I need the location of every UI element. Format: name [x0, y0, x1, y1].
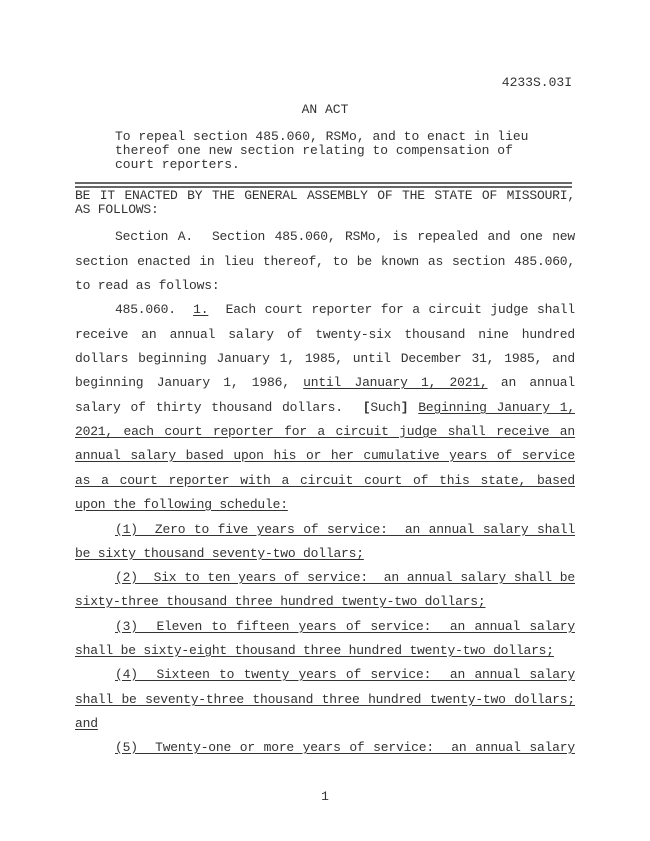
- body-line: [75, 474, 575, 488]
- text-segment: to read as follows:: [75, 278, 220, 293]
- body-line: [75, 328, 575, 342]
- inserted-text: and: [75, 716, 98, 731]
- inserted-text: (2) Six to ten years of service: an annual salary shall be: [115, 570, 575, 585]
- body-line: [75, 425, 575, 439]
- deletion-bracket: [: [362, 400, 371, 415]
- body-line: [75, 717, 575, 731]
- body-line: [75, 693, 575, 707]
- body-line: [75, 203, 575, 217]
- text-segment: section enacted in lieu thereof, to be known as section 485.060,: [75, 254, 575, 269]
- body-line: [115, 668, 575, 682]
- text-segment: 485.060.: [115, 302, 194, 317]
- body-line: [75, 255, 575, 269]
- inserted-text: 1.: [193, 302, 209, 317]
- inserted-text: annual salary based upon his or her cumulative years of service: [75, 448, 575, 463]
- body-line: [75, 279, 575, 293]
- text-segment: [408, 400, 418, 415]
- body-line: [115, 523, 575, 537]
- text-segment: Section A. Section 485.060, RSMo, is repealed and one new: [115, 229, 575, 244]
- text-segment: beginning January 1, 1986,: [75, 375, 304, 390]
- title-line: To repeal section 485.060, RSMo, and to enact in lieu: [115, 129, 529, 144]
- inserted-text: as a court reporter with a circuit court of this state, based: [75, 473, 575, 488]
- deletion-bracket: ]: [400, 400, 409, 415]
- body-line: [115, 741, 575, 755]
- inserted-text: shall be seventy-three thousand three hundred twenty-two dollars;: [75, 692, 575, 707]
- title-line: thereof one new section relating to compensation of: [115, 143, 513, 158]
- bill-number: 4233S.03I: [501, 75, 572, 90]
- text-segment: BE IT ENACTED BY THE GENERAL ASSEMBLY OF THE STATE OF MISSOURI,: [75, 188, 575, 203]
- text-segment: an annual: [487, 375, 576, 390]
- inserted-text: (4) Sixteen to twenty years of service: an annual salary: [115, 667, 575, 682]
- body-line: [75, 595, 575, 609]
- page-number: 1: [321, 789, 329, 804]
- body-line: [75, 547, 575, 561]
- inserted-text: be sixty thousand seventy-two dollars;: [75, 546, 364, 561]
- inserted-text: upon the following schedule:: [75, 497, 288, 512]
- text-segment: AS FOLLOWS:: [75, 202, 159, 217]
- inserted-text: (1) Zero to five years of service: an annual salary shall: [115, 522, 575, 537]
- act-heading: AN ACT: [301, 102, 349, 117]
- body-line: [75, 644, 575, 658]
- inserted-text: (5) Twenty-one or more years of service: an annual salary: [115, 740, 575, 755]
- body-line: [75, 449, 575, 463]
- body-line: [75, 401, 575, 415]
- inserted-text: Beginning January 1,: [418, 400, 575, 415]
- body-line: [115, 571, 575, 585]
- title-line: court reporters.: [115, 157, 240, 172]
- body-line: [115, 620, 575, 634]
- text-segment: dollars beginning January 1, 1985, until December 31, 1985, and: [75, 351, 575, 366]
- body-line: [75, 376, 575, 390]
- text-segment: Each court reporter for a circuit judge shall: [208, 302, 575, 317]
- inserted-text: shall be sixty-eight thousand three hundred twenty-two dollars;: [75, 643, 554, 658]
- body-line: [115, 230, 575, 244]
- body-line: [75, 352, 575, 366]
- body-line: [75, 498, 575, 512]
- text-segment: salary of thirty thousand dollars.: [75, 400, 363, 415]
- inserted-text: until January 1, 2021,: [303, 375, 488, 390]
- inserted-text: sixty-three thousand three hundred twenty-two dollars;: [75, 594, 486, 609]
- body-line: [115, 303, 575, 317]
- text-segment: receive an annual salary of twenty-six thousand nine hundred: [75, 327, 575, 342]
- text-segment: Such: [370, 400, 401, 415]
- inserted-text: 2021, each court reporter for a circuit judge shall receive an: [75, 424, 575, 439]
- body-line: [75, 189, 575, 203]
- inserted-text: (3) Eleven to fifteen years of service: an annual salary: [115, 619, 575, 634]
